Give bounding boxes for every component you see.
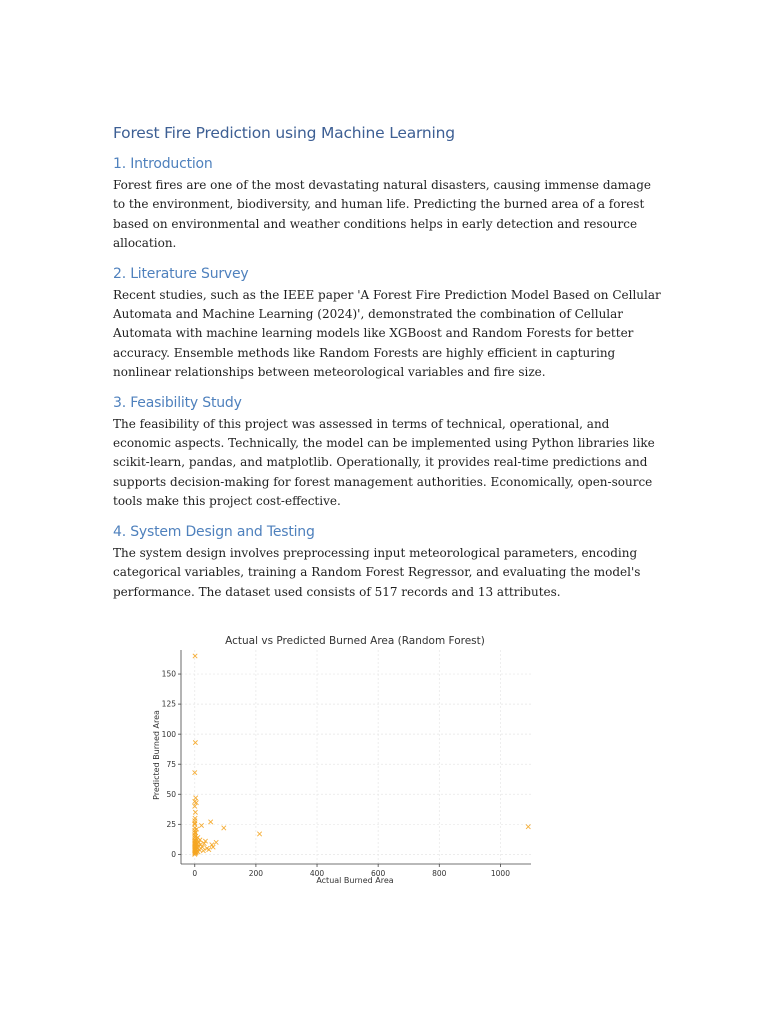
y-tick-label: 125 [161,699,176,709]
scatter-chart-figure [148,628,538,890]
section-heading-literature-survey: 2. Literature Survey [113,265,249,282]
x-tick-label: 400 [309,869,325,878]
section-heading-introduction: 1. Introduction [113,156,213,172]
section-body-feasibility-study: The feasibility of this project was assessed in terms of technical, operational, and economic aspects. Technically, the model can be implemented using Python libraries like scikit-learn, pandas, and matplotlib. Operationally, it provides real-time predictions and supports decision-making for forest management authorities. Economically, open-source tools make this project cost-effective. [113,416,655,509]
chart-y-axis-label: Predicted Burned Area [152,710,161,800]
section-heading-system-design: 4. System Design and Testing [113,523,315,540]
chart-background [148,628,538,890]
x-tick-label: 200 [248,869,264,878]
x-tick-label: 1000 [490,869,510,878]
y-tick-label: 100 [161,729,176,739]
section-body-introduction: Forest fires are one of the most devastating natural disasters, causing immense damage to the environment, biodiversity, and human life. Predicting the burned area of a forest based on environmental and weather conditions helps in early detection and resource allocation. [113,178,651,251]
chart-title: Actual vs Predicted Burned Area (Random Forest) [225,635,485,647]
x-tick-label: 0 [192,869,198,878]
y-tick-label: 75 [166,759,176,769]
document-content [113,124,661,614]
x-tick-label: 800 [432,869,447,878]
section-body-literature-survey: Recent studies, such as the IEEE paper 'A Forest Fire Prediction Model Based on Cellular Automata and Machine Learning (2024)', demonstrated the combination of Cellular Automata with machine learning models like XGBoost and Random Forests for better accuracy. Ensemble methods like Random Forests are highly efficient in capturing nonlinear relationships between meteorological variables and fire size. [113,287,661,380]
section-heading-feasibility-study: 3. Feasibility Study [113,394,242,411]
chart-x-axis-label: Actual Burned Area [316,876,394,885]
scatter-chart [148,628,538,890]
y-tick-label: 25 [166,819,176,829]
y-tick-label: 50 [166,789,176,799]
section-body-system-design: The system design involves preprocessing input meteorological parameters, encoding categorical variables, training a Random Forest Regressor, and evaluating the model's performance. The dataset used consists of 517 records and 13 attributes. [113,545,641,599]
y-tick-label: 0 [171,849,176,859]
y-tick-label: 150 [161,669,176,679]
document-title: Forest Fire Prediction using Machine Learning [113,124,455,142]
x-tick-label: 600 [370,869,386,878]
